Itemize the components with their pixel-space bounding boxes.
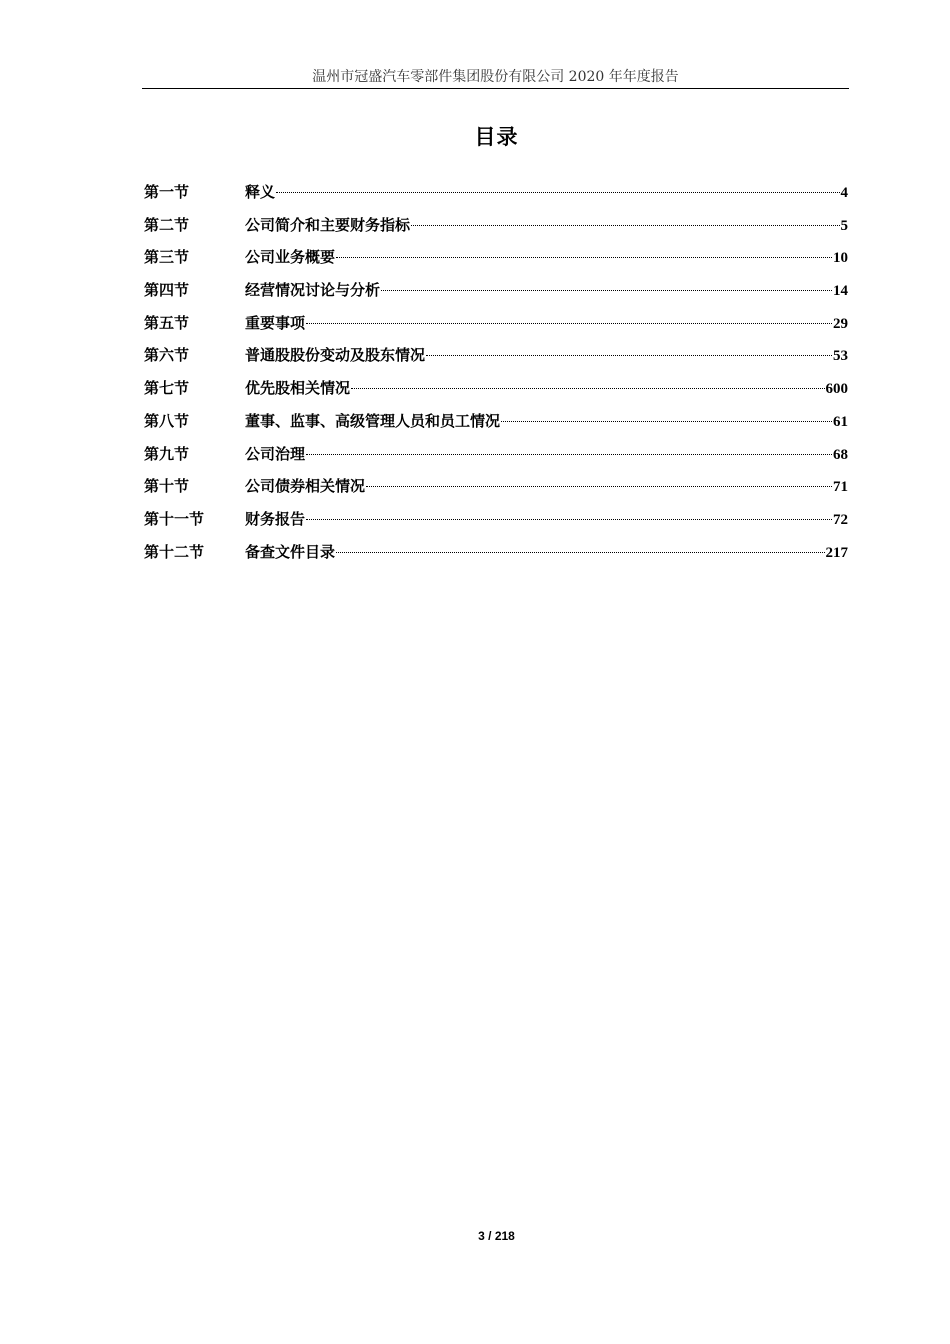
toc-entry[interactable] [144,339,848,372]
toc-entry[interactable] [144,274,848,307]
toc-section-title: 公司简介和主要财务指标 [245,215,411,234]
dot-leader [306,519,832,520]
dot-leader [336,552,824,553]
toc-section-number: 第六节 [144,346,190,365]
toc-entry[interactable] [144,438,848,471]
dot-leader [411,225,839,226]
toc-page-number: 4 [840,185,848,201]
toc-entry[interactable] [144,405,848,438]
toc-section-number: 第十节 [144,477,190,496]
toc-entry[interactable] [144,241,848,274]
page-title: 目录 [474,124,519,149]
toc-section-number: 第二节 [144,215,190,234]
toc-section-title: 公司债券相关情况 [245,477,366,496]
toc-page-number: 53 [833,348,848,365]
toc-page-number: 10 [833,250,848,267]
dot-leader [306,454,832,455]
page-indicator: 3 / 218 [478,1229,515,1243]
page-footer [0,1229,950,1243]
toc-section-title: 普通股股份变动及股东情况 [245,346,426,365]
toc-entry[interactable] [144,470,848,503]
dot-leader [381,290,832,291]
toc-section-title: 董事、监事、高级管理人员和员工情况 [245,411,501,430]
toc-section-title: 优先股相关情况 [245,379,351,398]
toc-section-title: 公司治理 [245,444,306,463]
toc-page-number: 68 [833,446,848,463]
toc-entry[interactable] [144,307,848,340]
toc-entry[interactable] [144,536,848,569]
toc-page-number: 29 [833,315,848,332]
dot-leader [336,257,832,258]
toc-section-number: 第七节 [144,379,190,398]
toc-entry[interactable] [144,176,848,209]
table-of-contents [144,176,848,568]
toc-page-number: 5 [840,217,848,234]
toc-section-title: 经营情况讨论与分析 [245,281,381,300]
toc-section-number: 第九节 [144,444,190,463]
toc-page-number: 61 [833,413,848,430]
toc-page-number: 14 [833,283,848,300]
toc-entry[interactable] [144,372,848,405]
header-text: 温州市冠盛汽车零部件集团股份有限公司 2020 年年度报告 [312,69,679,85]
toc-section-title: 重要事项 [245,313,306,332]
toc-page-number: 217 [825,544,848,561]
dot-leader [306,323,832,324]
dot-leader [351,388,824,389]
toc-page-number: 72 [833,511,848,528]
toc-section-title: 备查文件目录 [245,542,336,561]
toc-page-number: 71 [833,479,848,496]
dot-leader [276,192,839,193]
toc-section-number: 第十一节 [144,509,205,528]
toc-section-number: 第四节 [144,281,190,300]
page-header [142,66,849,89]
dot-leader [501,421,832,422]
toc-section-number: 第八节 [144,411,190,430]
toc-section-number: 第十二节 [144,542,205,561]
toc-section-number: 第一节 [144,183,190,201]
toc-section-number: 第三节 [144,248,190,267]
toc-section-title: 财务报告 [245,509,306,528]
toc-entry[interactable] [144,209,848,242]
toc-entry[interactable] [144,503,848,536]
toc-section-number: 第五节 [144,313,190,332]
dot-leader [366,486,832,487]
toc-page-number: 600 [825,381,848,398]
dot-leader [426,355,832,356]
toc-section-title: 释义 [245,183,276,201]
toc-section-title: 公司业务概要 [245,248,336,267]
